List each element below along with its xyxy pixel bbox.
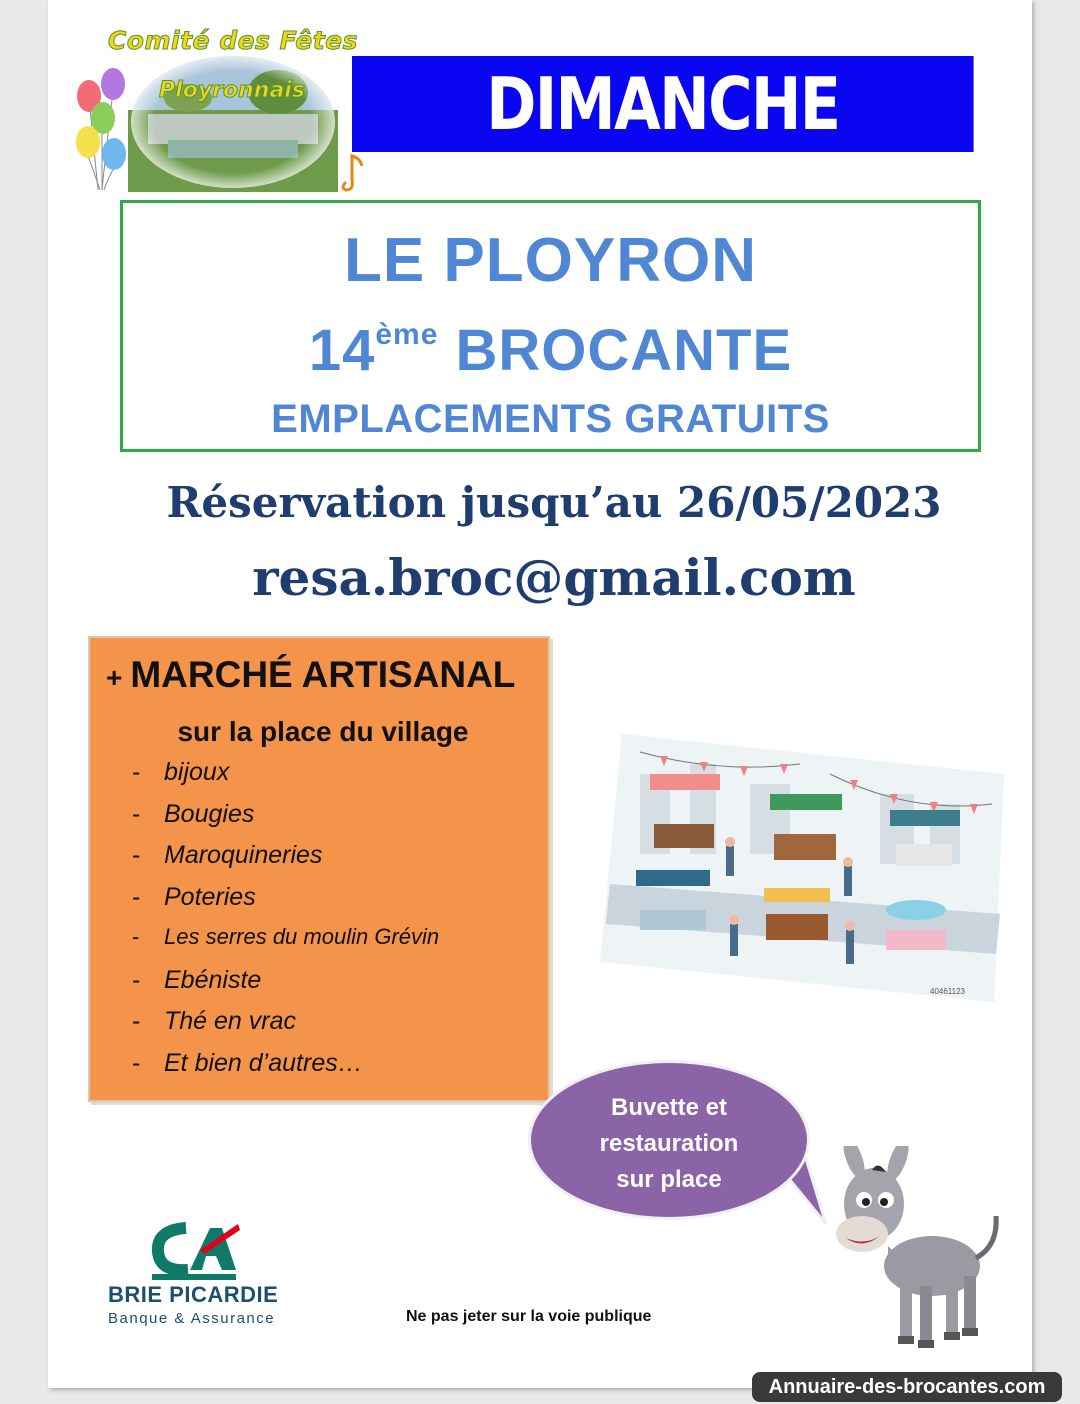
free-spots-text: EMPLACEMENTS GRATUITS: [271, 397, 830, 441]
refreshments-text: Buvette et restauration sur place: [599, 1094, 739, 1193]
market-items-list: [132, 758, 439, 1090]
event-name: BROCANTE: [455, 318, 793, 383]
date-banner: DIMANCHE 28/05/23: [352, 56, 974, 152]
list-item: - Bougies: [132, 799, 255, 828]
credit-agricole-logo-icon: [150, 1220, 242, 1282]
organizer-name: Comité des Fêtes: [107, 26, 359, 55]
event-title: [123, 317, 978, 384]
edition-suffix: ème: [375, 318, 439, 351]
footer-note: Ne pas jeter sur la voie publique: [406, 1308, 652, 1325]
market-subtitle: sur la place du village: [177, 716, 469, 747]
music-note-icon: [338, 150, 366, 192]
market-title-text: MARCHÉ ARTISANAL: [130, 654, 516, 695]
reservation-email[interactable]: resa.broc@gmail.com: [252, 548, 856, 607]
list-item: - Maroquineries: [132, 841, 323, 869]
donkey-icon: [828, 1146, 1004, 1348]
edition-number: 14: [308, 318, 376, 383]
village-painting: [128, 52, 338, 192]
list-item: - Poteries: [132, 882, 256, 911]
watermark-link[interactable]: Annuaire-des-brocantes.com: [752, 1372, 1062, 1402]
list-item: - bijoux: [132, 758, 230, 786]
reservation-deadline: Réservation jusqu’au 26/05/2023: [166, 478, 942, 527]
plus-sign: +: [106, 662, 123, 693]
list-item: - Les serres du moulin Grévin: [132, 924, 440, 949]
organizer-village: Ployronnais: [159, 78, 305, 103]
list-item: - Thé en vrac: [132, 1007, 297, 1035]
illustration-caption: 40461123: [930, 987, 965, 996]
sponsor-name: BRIE PICARDIE: [108, 1282, 279, 1307]
place-title: LE PLOYRON: [343, 226, 758, 295]
artisan-market-box: [88, 636, 550, 1102]
market-title: [106, 654, 515, 696]
market-illustration: [600, 734, 1004, 1002]
balloons-icon: [72, 60, 132, 195]
title-box: [120, 200, 981, 452]
list-item: - Et bien d’autres…: [132, 1048, 363, 1077]
sponsor-tagline: Banque & Assurance: [108, 1310, 276, 1327]
list-item: - Ebéniste: [132, 965, 262, 994]
